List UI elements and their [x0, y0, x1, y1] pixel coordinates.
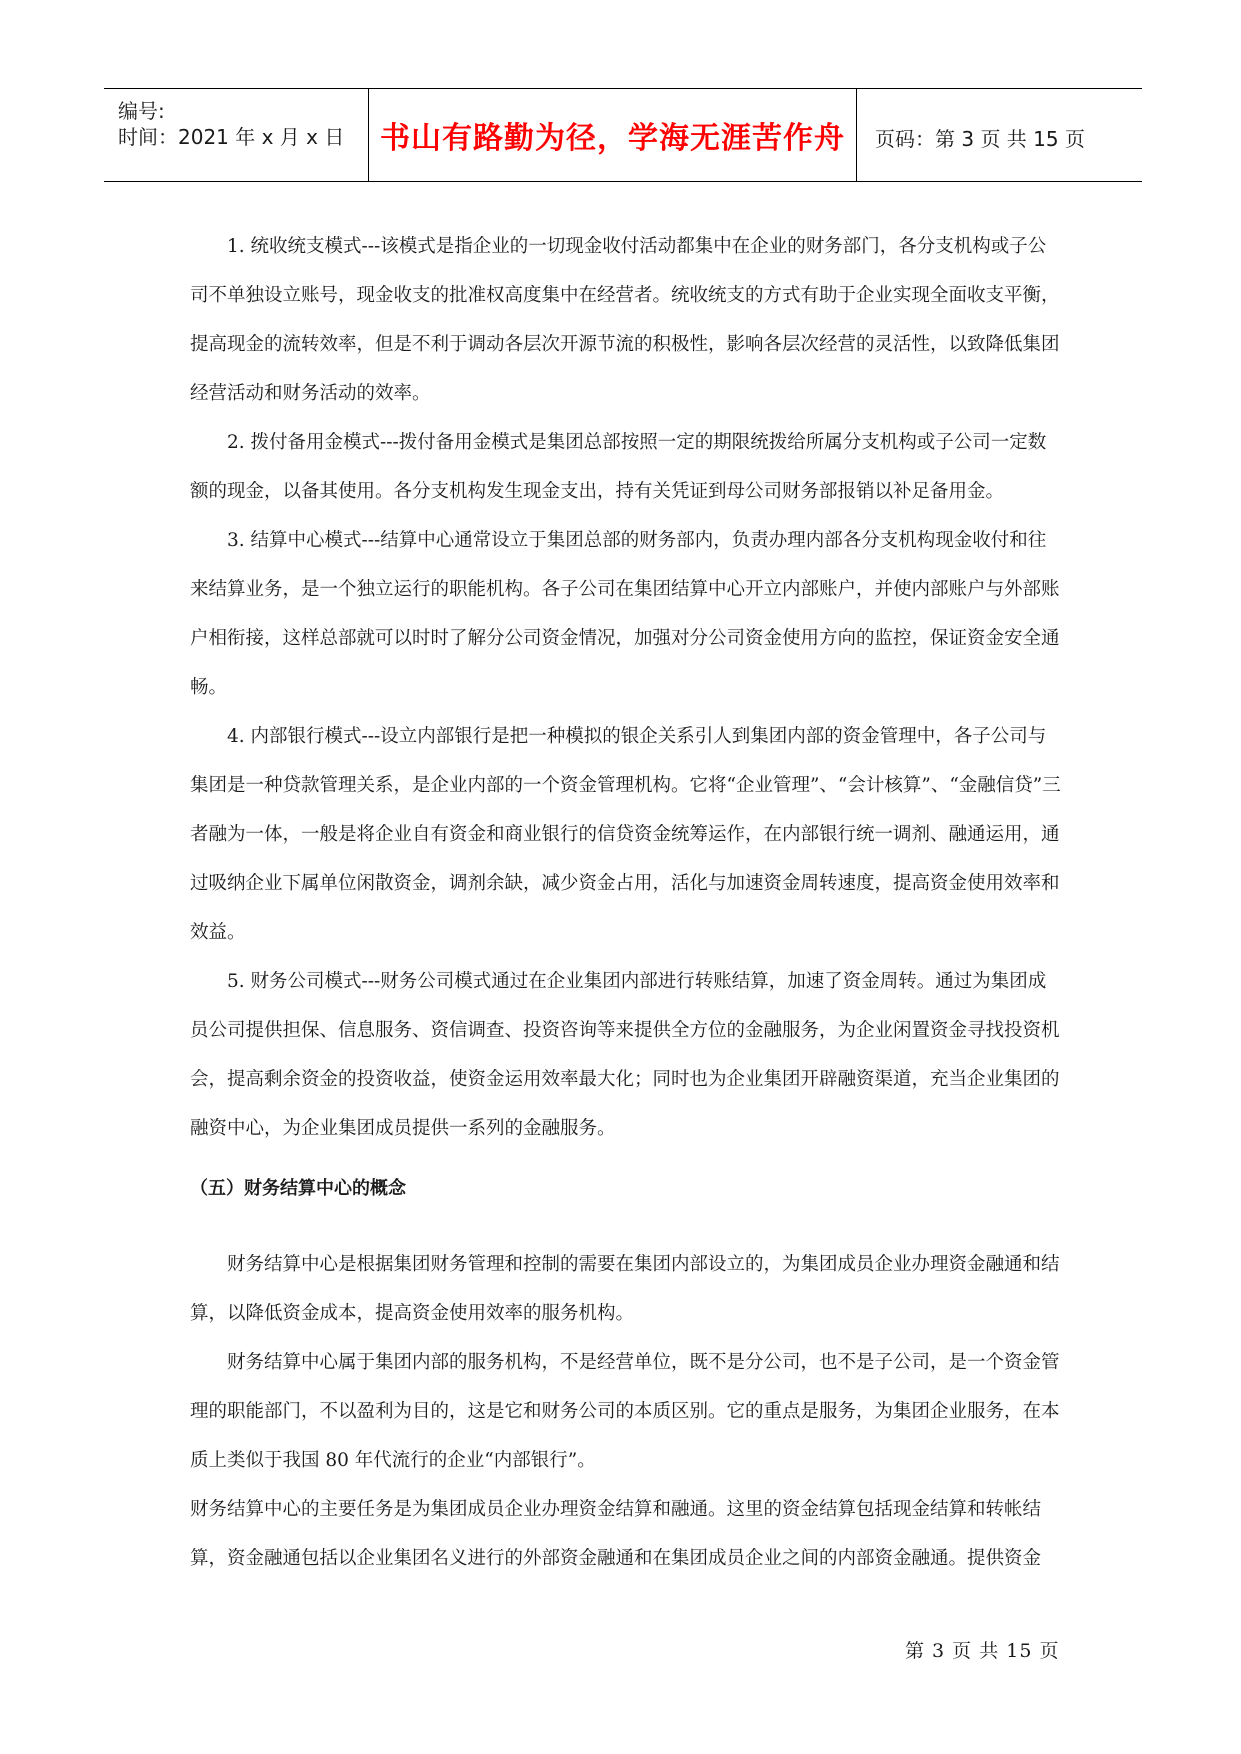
header-page-info: 页码：第 3 页 共 15 页: [875, 127, 1085, 151]
paragraph-finance-company-model: 5. 财务公司模式---财务公司模式通过在企业集团内部进行转账结算，加速了资金周转。通过为集团成员公司提供担保、信息服务、资信调查、投资咨询等来提供全方位的金融服务，为企业闲置资金寻找投资机会，提高剩余资金的投资收益，使资金运用效率最大化；同时也为企业集团开辟融资渠道，充当企业集团的融资中心，为企业集团成员提供一系列的金融服务。: [190, 971, 1060, 1139]
page-header: [104, 88, 1142, 182]
paragraph-settlement-center-tasks: 财务结算中心的主要任务是为集团成员企业办理资金结算和融通。这里的资金结算包括现金结算和转帐结算，资金融通包括以企业集团名义进行的外部资金融通和在集团成员企业之间的内部资金融通。提供资金: [190, 1499, 1042, 1569]
document-body: [190, 222, 1062, 1583]
paragraph-settlement-center-nature: 财务结算中心属于集团内部的服务机构，不是经营单位，既不是分公司，也不是子公司，是一个资金管理的职能部门，不以盈利为目的，这是它和财务公司的本质区别。它的重点是服务，为集团企业服务，在本质上类似于我国 80 年代流行的企业“内部银行”。: [190, 1352, 1060, 1471]
paragraph-imprest-fund-model: 2. 拨付备用金模式---拨付备用金模式是集团总部按照一定的期限统拨给所属分支机构或子公司一定数额的现金，以备其使用。各分支机构发生现金支出，持有关凭证到母公司财务部报销以补足备用金。: [190, 432, 1047, 502]
page-footer: 第 3 页 共 15 页: [905, 1640, 1060, 1662]
paragraph-internal-bank-model: 4. 内部银行模式---设立内部银行是把一种模拟的银企关系引人到集团内部的资金管理中，各子公司与集团是一种贷款管理关系，是企业内部的一个资金管理机构。它将“企业管理”、“会计核算”、“金融信贷”三者融为一体，一般是将企业自有资金和商业银行的信贷资金统筹运作，在内部银行统一调剂、融通运用，通过吸纳企业下属单位闲散资金，调剂余缺，减少资金占用，活化与加速资金周转速度，提高资金使用效率和效益。: [190, 726, 1061, 943]
section-heading: （五）财务结算中心的概念: [190, 1178, 406, 1199]
header-meta-cell: [104, 89, 369, 181]
header-motto-cell: [369, 89, 857, 181]
paragraph-settlement-center-definition: 财务结算中心是根据集团财务管理和控制的需要在集团内部设立的，为集团成员企业办理资金融通和结算，以降低资金成本，提高资金使用效率的服务机构。: [190, 1254, 1060, 1324]
paragraph-settlement-center-model: 3. 结算中心模式---结算中心通常设立于集团总部的财务部内，负责办理内部各分支机构现金收付和往来结算业务，是一个独立运行的职能机构。各子公司在集团结算中心开立内部账户，并使内部账户与外部账户相衔接，这样总部就可以时时了解分公司资金情况，加强对分公司资金使用方向的监控，保证资金安全通畅。: [190, 530, 1060, 698]
header-motto: 书山有路勤为径，学海无涯苦作舟: [380, 121, 845, 156]
header-page-cell: [857, 89, 1142, 181]
paragraph-unified-collection-model: 1. 统收统支模式---该模式是指企业的一切现金收付活动都集中在企业的财务部门，各分支机构或子公司不单独设立账号，现金收支的批准权高度集中在经营者。统收统支的方式有助于企业实现全面收支平衡，提高现金的流转效率，但是不利于调动各层次开源节流的积极性，影响各层次经营的灵活性，以致降低集团经营活动和财务活动的效率。: [190, 236, 1060, 404]
document-code-label: 编号:: [118, 99, 165, 123]
document-time-label: 时间：2021 年 x 月 x 日: [118, 125, 345, 149]
